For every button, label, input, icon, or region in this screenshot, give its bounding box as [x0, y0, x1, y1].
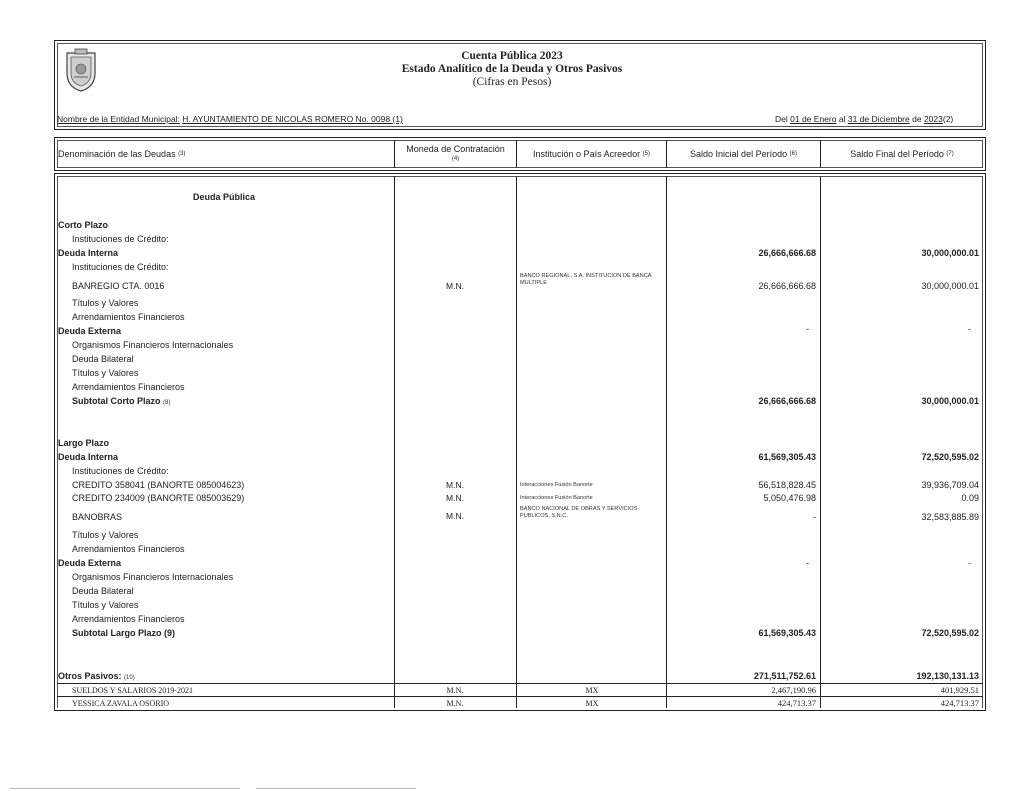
- op-inicial: 271,511,752.61: [753, 671, 816, 681]
- lp-bilateral: Deuda Bilateral: [72, 586, 134, 596]
- yessica-final: 424,713.37: [940, 698, 979, 708]
- banobras-inst: BANCO NACIONAL DE OBRAS Y SERVICIOS PUBLICOS, S.N.C.: [520, 506, 638, 519]
- col-moneda-label: Moneda de Contratación: [406, 144, 505, 154]
- col-institucion: [517, 139, 666, 169]
- credito2-row: CREDITO 234009 (BANORTE 085003629): [72, 493, 245, 503]
- lp-de-arrend: Arrendamientos Financieros: [72, 614, 185, 624]
- cp-deuda-interna: Deuda Interna: [58, 248, 119, 258]
- period-mid: al: [838, 114, 846, 124]
- bottom-mark-left: [10, 788, 240, 789]
- report-units: (Cifras en Pesos): [472, 76, 552, 88]
- sueldos-inicial: 2,467,190.96: [771, 685, 816, 695]
- lp-organismos: Organismos Financieros Internacionales: [72, 572, 234, 582]
- bottom-mark-right: [256, 788, 416, 789]
- banobras-inicial: -: [813, 512, 816, 522]
- cp-de-inicial: -: [806, 324, 809, 334]
- cp-deuda-externa: Deuda Externa: [58, 326, 122, 336]
- otros-pasivos-label: Otros Pasivos:: [58, 671, 122, 681]
- credito2-inicial: 5,050,476.98: [763, 493, 816, 503]
- banobras-moneda: M.N.: [446, 511, 464, 521]
- banobras-final: 32,583,885.89: [921, 512, 979, 522]
- sueldos-pais: MX: [585, 686, 599, 695]
- credito1-inst: Interacciones Fusión Banorte: [520, 482, 593, 488]
- col-saldo-final-note: (7): [946, 151, 954, 157]
- col-saldo-final: [821, 139, 983, 169]
- lp-di-inicial: 61,569,305.43: [758, 452, 816, 462]
- lp-titulos: Títulos y Valores: [72, 530, 139, 540]
- lp-deuda-externa: Deuda Externa: [58, 558, 122, 568]
- col-moneda: [395, 139, 516, 169]
- lp-deuda-interna: Deuda Interna: [58, 452, 119, 462]
- banregio-row: BANREGIO CTA. 0016: [72, 281, 165, 291]
- cp-titulos: Títulos y Valores: [72, 298, 139, 308]
- col-institucion-note: (5): [642, 151, 650, 157]
- lp-inst-credito: Instituciones de Crédito:: [72, 466, 169, 476]
- period-year: 2023: [923, 114, 943, 124]
- lp-subtotal: Subtotal Largo Plazo (9): [72, 628, 176, 638]
- op-final: 192,130,131.13: [916, 671, 979, 681]
- period-note: (2): [942, 114, 954, 124]
- cp-bilateral: Deuda Bilateral: [72, 354, 134, 364]
- credito1-moneda: M.N.: [446, 480, 464, 490]
- banregio-moneda: M.N.: [446, 281, 464, 291]
- banobras-row: BANOBRAS: [72, 512, 123, 522]
- entity-line: [57, 114, 403, 125]
- cp-subtotal-note: (8): [163, 400, 171, 406]
- largo-plazo-heading: Largo Plazo: [58, 438, 110, 448]
- sueldos-moneda: M.N.: [446, 686, 464, 695]
- sueldos-final: 401,929.51: [940, 685, 979, 695]
- otros-pasivos: [58, 671, 135, 684]
- credito1-inicial: 56,518,828.45: [758, 480, 816, 490]
- yessica-row: YESSICA ZAVALA OSORIO: [72, 699, 170, 708]
- credito2-final: 0.09: [961, 493, 979, 503]
- lp-de-final: -: [968, 558, 971, 568]
- cp-subtotal: [72, 396, 170, 409]
- corto-plazo-heading: Corto Plazo: [58, 220, 109, 230]
- period-line: [775, 114, 953, 125]
- lp-arrend: Arrendamientos Financieros: [72, 544, 185, 554]
- cp-di-final: 30,000,000.01: [921, 248, 979, 258]
- lp-subtotal-final: 72,520,595.02: [921, 628, 979, 638]
- report-title: Cuenta Pública 2023: [461, 50, 563, 62]
- credito1-row: CREDITO 358041 (BANORTE 085004623): [72, 480, 245, 490]
- report-subtitle: Estado Analítico de la Deuda y Otros Pasivos: [401, 63, 623, 75]
- cp-de-titulos: Títulos y Valores: [72, 368, 139, 378]
- period-to: 31 de Diciembre: [847, 114, 910, 124]
- entity-label: Nombre de la Entidad Municipal:: [57, 114, 180, 124]
- banregio-final: 30,000,000.01: [921, 281, 979, 291]
- lp-de-titulos: Títulos y Valores: [72, 600, 139, 610]
- cp-arrend: Arrendamientos Financieros: [72, 312, 185, 322]
- col-saldo-inicial-label: Saldo Inicial del Período: [690, 149, 788, 159]
- col-denominacion-label: Denominación de las Deudas: [58, 149, 176, 159]
- credito2-inst: Interacciones Fusión Banorte: [520, 495, 593, 501]
- lp-subtotal-inicial: 61,569,305.43: [758, 628, 816, 638]
- col-moneda-note: (4): [451, 156, 460, 162]
- cp-inst-credito: Instituciones de Crédito:: [72, 234, 169, 244]
- col-saldo-inicial: [667, 139, 820, 169]
- period-prefix: Del: [775, 114, 788, 124]
- entity-name: H. AYUNTAMIENTO DE NICOLAS ROMERO No. 0098 (1): [182, 114, 403, 124]
- lp-de-inicial: -: [806, 558, 809, 568]
- yessica-moneda: M.N.: [446, 699, 464, 708]
- period-from: 01 de Enero: [790, 114, 837, 124]
- period-suffix: de: [912, 114, 922, 124]
- deuda-publica-heading: Deuda Pública: [193, 192, 256, 202]
- credito2-moneda: M.N.: [446, 493, 464, 503]
- cp-subtotal-final: 30,000,000.01: [921, 396, 979, 406]
- credito1-final: 39,936,709.04: [921, 480, 979, 490]
- cp-subtotal-inicial: 26,666,666.68: [758, 396, 816, 406]
- cp-de-arrend: Arrendamientos Financieros: [72, 382, 185, 392]
- cp-organismos: Organismos Financieros Internacionales: [72, 340, 234, 350]
- col-denominacion-note: (3): [178, 151, 186, 157]
- col-saldo-final-label: Saldo Final del Período: [850, 149, 944, 159]
- otros-pasivos-note: (10): [124, 675, 135, 681]
- cp-de-final: -: [968, 324, 971, 334]
- lp-di-final: 72,520,595.02: [921, 452, 979, 462]
- yessica-inicial: 424,713.37: [777, 698, 816, 708]
- col-denominacion: [58, 139, 388, 169]
- banregio-inicial: 26,666,666.68: [758, 281, 816, 291]
- cp-di-inicial: 26,666,666.68: [758, 248, 816, 258]
- banregio-inst: BANCO REGIONAL, S.A. INSTITUCION DE BANCA MULTIPLE: [520, 273, 652, 286]
- sueldos-row: SUELDOS Y SALARIOS 2019-2021: [72, 686, 193, 695]
- col-saldo-inicial-note: (6): [789, 151, 797, 157]
- cp-subtotal-label: Subtotal Corto Plazo: [72, 396, 161, 406]
- col-institucion-label: Institución o País Acreedor: [533, 149, 641, 159]
- yessica-pais: MX: [585, 699, 599, 708]
- cp-di-inst-credito: Instituciones de Crédito:: [72, 262, 169, 272]
